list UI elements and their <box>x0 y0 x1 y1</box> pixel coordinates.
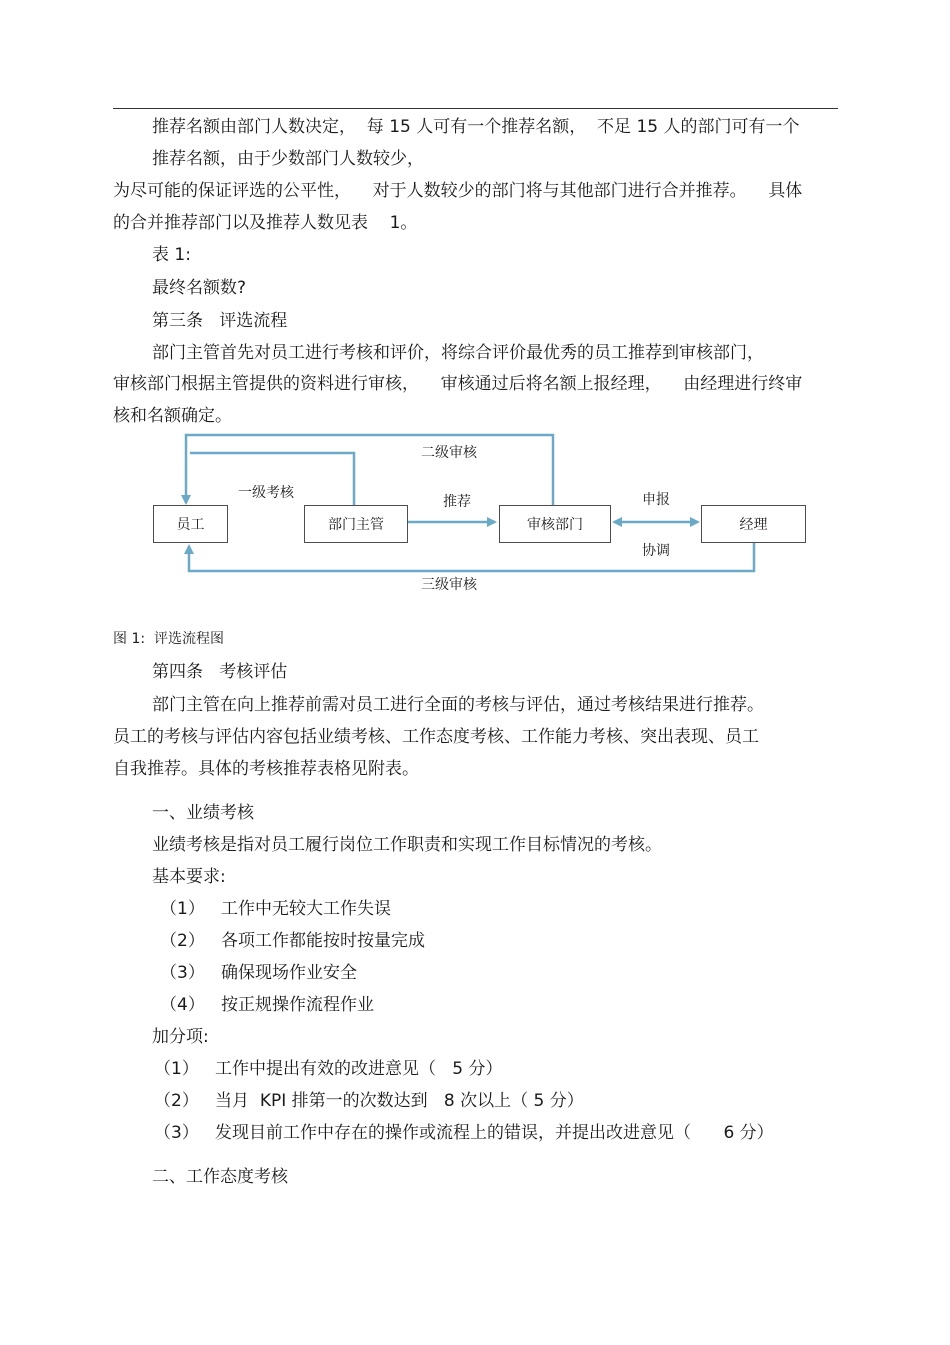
requirement-item-4: （4） 按正规操作流程作业 <box>160 995 375 1015</box>
table-reference: 表 1: <box>152 245 191 265</box>
paragraph-process-2: 审核部门根据主管提供的资料进行审核， 审核通过后将名额上报经理， 由经理进行终审 <box>113 374 803 394</box>
requirement-item-3: （3） 确保现场作业安全 <box>160 963 358 983</box>
final-quota-line: 最终名额数? <box>152 278 247 298</box>
requirement-item-2: （2） 各项工作都能按时按量完成 <box>160 931 426 951</box>
label-level3-review: 三级审核 <box>421 577 477 593</box>
node-department-manager: 部门主管 <box>304 505 408 543</box>
label-report: 申报 <box>642 492 670 508</box>
paragraph-quota-2: 推荐名额，由于少数部门人数较少， <box>152 149 424 169</box>
section-heading-4: 第四条 考核评估 <box>152 662 288 682</box>
figure-caption: 图 1: 评选流程图 <box>113 631 224 647</box>
node-employee: 员工 <box>153 505 228 543</box>
label-level2-review: 二级审核 <box>421 445 477 461</box>
label-level1-review: 一级考核 <box>238 485 294 501</box>
paragraph-performance-def: 业绩考核是指对员工履行岗位工作职责和实现工作目标情况的考核。 <box>152 835 662 855</box>
paragraph-merge-2: 的合并推荐部门以及推荐人数见表 1。 <box>113 213 418 233</box>
basic-requirements-heading: 基本要求: <box>152 867 226 887</box>
node-audit-department: 审核部门 <box>499 505 611 543</box>
requirement-item-1: （1） 工作中无较大工作失误 <box>160 899 392 919</box>
bonus-item-3: （3） 发现目前工作中存在的操作或流程上的错误，并提出改进意见（ 6 分） <box>154 1123 774 1143</box>
paragraph-evaluation-3: 自我推荐。具体的考核推荐表格见附表。 <box>113 759 419 779</box>
bonus-item-1: （1） 工作中提出有效的改进意见（ 5 分） <box>154 1059 503 1079</box>
flow-connectors <box>0 0 950 620</box>
subheading-performance: 一、业绩考核 <box>152 803 254 823</box>
paragraph-quota-1: 推荐名额由部门人数决定， 每 15 人可有一个推荐名额， 不足 15 人的部门可有一个 <box>152 117 800 137</box>
label-coordinate: 协调 <box>642 543 670 559</box>
section-heading-3: 第三条 评选流程 <box>152 311 288 331</box>
bonus-items-heading: 加分项: <box>152 1027 209 1047</box>
paragraph-merge-1: 为尽可能的保证评选的公平性， 对于人数较少的部门将与其他部门进行合并推荐。 具体 <box>113 181 803 201</box>
node-director: 经理 <box>701 505 806 543</box>
subheading-attitude: 二、工作态度考核 <box>152 1167 288 1187</box>
paragraph-evaluation-2: 员工的考核与评估内容包括业绩考核、工作态度考核、工作能力考核、突出表现、员工 <box>113 727 759 747</box>
bonus-item-2: （2） 当月 KPI 排第一的次数达到 8 次以上（ 5 分） <box>154 1091 584 1111</box>
paragraph-process-3: 核和名额确定。 <box>113 406 232 426</box>
label-recommend: 推荐 <box>443 494 471 510</box>
paragraph-evaluation-1: 部门主管在向上推荐前需对员工进行全面的考核与评估，通过考核结果进行推荐。 <box>152 695 764 715</box>
paragraph-process-1: 部门主管首先对员工进行考核和评价，将综合评价最优秀的员工推荐到审核部门， <box>152 343 764 363</box>
